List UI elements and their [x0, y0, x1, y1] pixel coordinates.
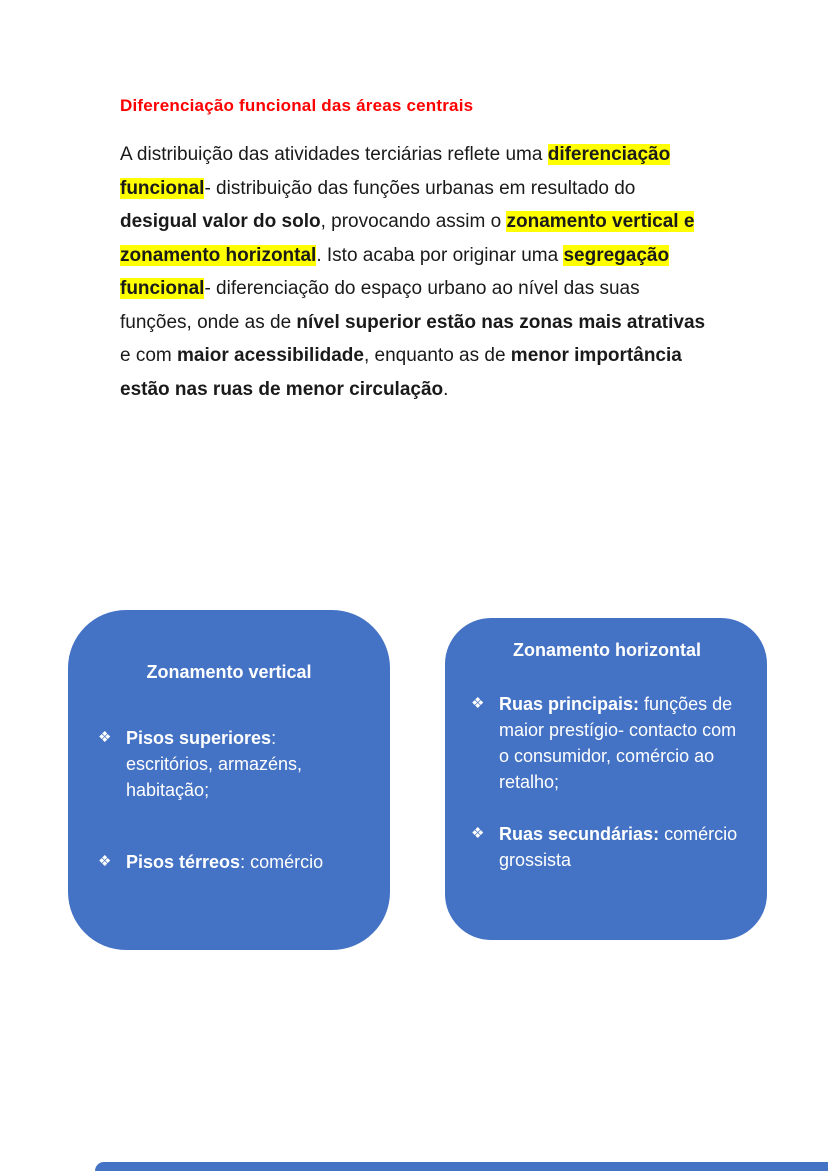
bottom-blue-strip — [95, 1162, 828, 1171]
list-item — [471, 691, 743, 795]
diamond-bullet-icon: ❖ — [471, 825, 485, 842]
diamond-bullet-icon: ❖ — [98, 853, 112, 870]
diamond-bullet-icon: ❖ — [471, 695, 485, 712]
list-item-text: Pisos superiores: escritórios, armazéns, habitação; — [126, 728, 303, 800]
page-title: Diferenciação funcional das áreas centrais — [120, 96, 474, 115]
box-title-vertical: Zonamento vertical — [146, 662, 312, 682]
list-item — [471, 821, 743, 873]
diamond-bullet-icon: ❖ — [98, 729, 112, 746]
zonamento-horizontal-box — [445, 618, 767, 940]
list-item — [98, 849, 360, 875]
zonamento-vertical-box — [68, 610, 390, 950]
body-paragraph: A distribuição das atividades terciárias reflete uma diferenciação funcional- distribuição das funções urbanas em resultado do desigual valor do solo, provocando assim o zonamento vertical e zonamento horizontal. Isto acaba por originar uma segregação funcional- diferenciação do espaço urbano ao nível das suas funções, onde as de nível superior estão nas zonas mais atrativas e com maior acessibilidade, enquanto as de menor importância estão nas ruas de menor circulação. — [120, 144, 706, 400]
list-item — [98, 725, 360, 803]
list-item-text: Ruas secundárias: comércio grossista — [499, 824, 738, 870]
box-title-horizontal: Zonamento horizontal — [513, 640, 701, 660]
list-item-text: Pisos térreos: comércio — [126, 852, 324, 872]
vertical-box-list — [98, 725, 360, 875]
horizontal-box-list — [471, 691, 743, 873]
list-item-text: Ruas principais: funções de maior prestígio- contacto com o consumidor, comércio ao retalho; — [499, 694, 737, 792]
